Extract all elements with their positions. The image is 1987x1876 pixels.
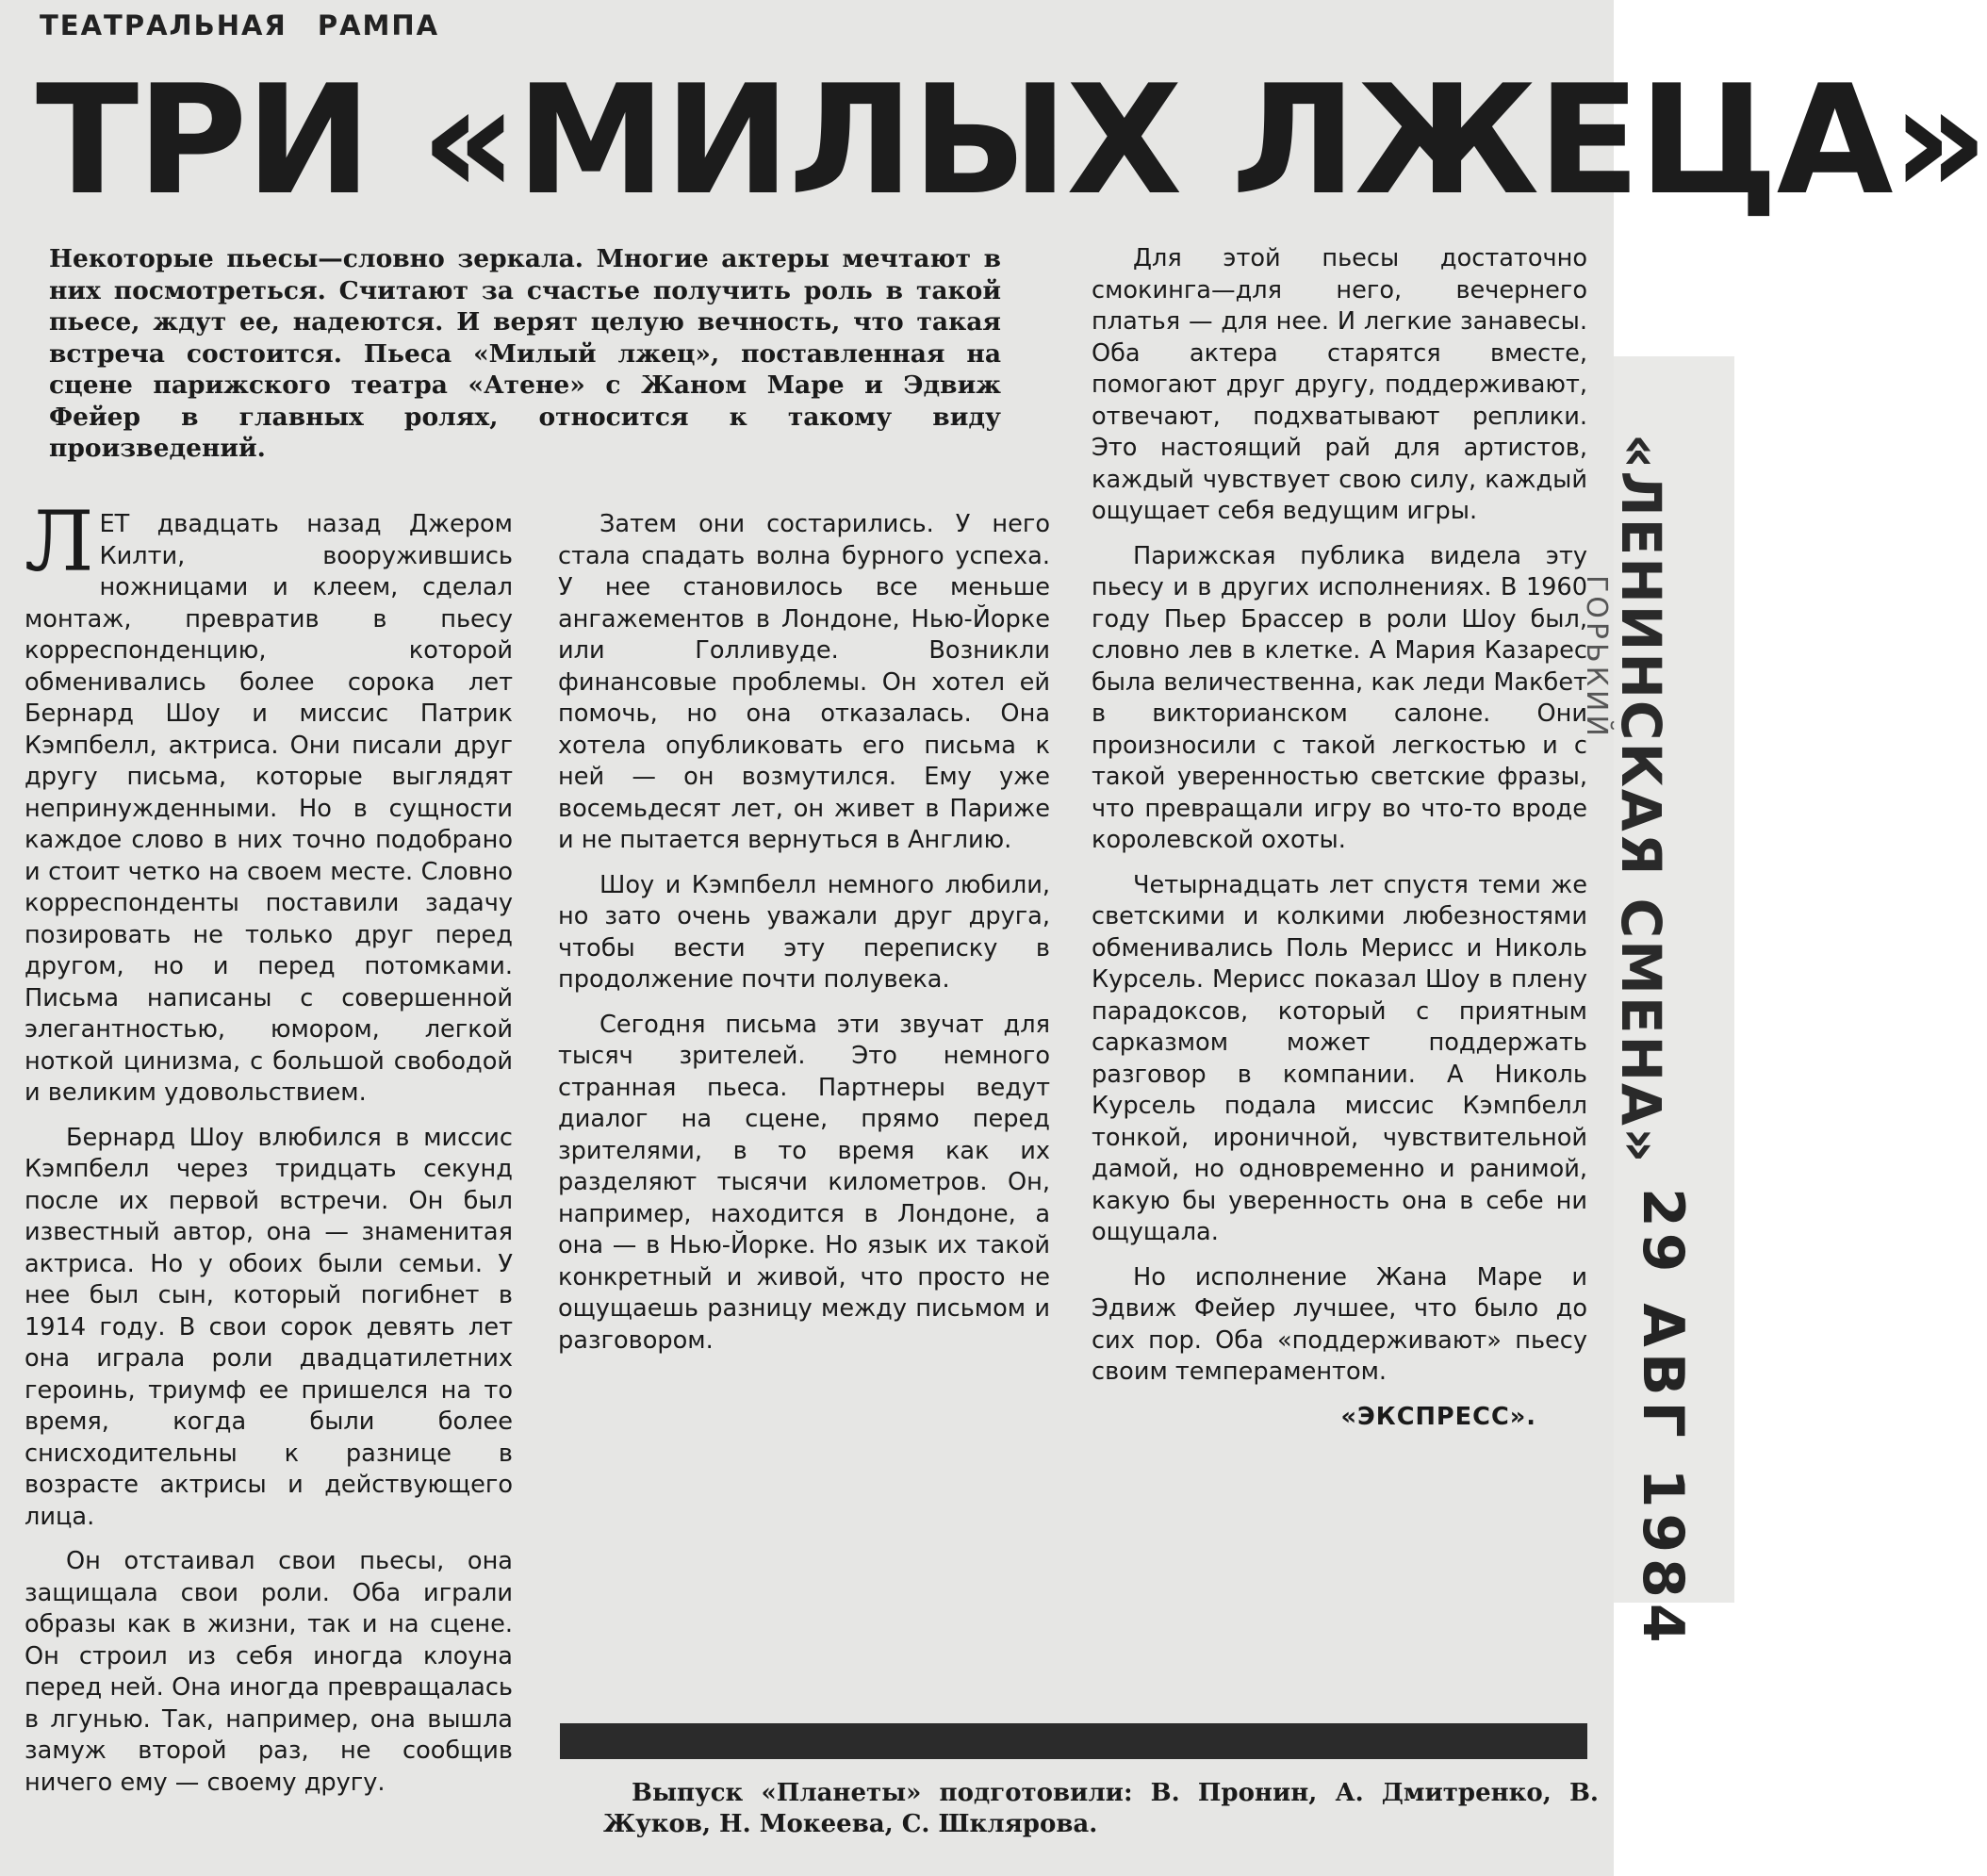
article-paragraph: Но исполнение Жана Маре и Эдвиж Фейер лучшее, что было до сих пор. Оба «поддерживают» пьесу своим темпераментом. <box>1092 1262 1587 1386</box>
article-paragraph: Шоу и Кэмпбелл немного любили, но зато очень уважали друг друга, чтобы вести эту переписку в продолжение почти полувека. <box>558 870 1050 994</box>
article-paragraph: Затем они состарились. У него стала спадать волна бурного успеха. У нее становилось все меньше ангажементов в Лондоне, Нью-Йорке или Голливуде. Возникли финансовые проблемы. Он хотел ей помочь, но она отказалась. Она хотела опубликовать его письма к ней — он возмутился. Ему уже восемьдесят лет, он живет в Париже и не пытается вернуться в Англию. <box>558 510 1050 854</box>
article-paragraph: Четырнадцать лет спустя теми же светскими и колкими любезностями обменивались Поль Мерисс и Николь Курсель. Мерисс показал Шоу в плену парадоксов, который с приятным сарказмом может поддержать разговор в компании. А Николь Курсель подала миссис Кэмпбелл тонкой, ироничной, чувствительной дамой, но одновременно и ранимой, какую бы уверенность она в себе ни ощущала. <box>1092 870 1587 1246</box>
article-column-1 <box>25 493 513 1812</box>
drop-cap: Л <box>25 493 94 590</box>
date-stamp <box>1617 1188 1730 1649</box>
article-lead: Некоторые пьесы—словно зеркала. Многие актеры мечтают в них посмотреться. Считают за счастье получить роль в такой пьесе, ждут ее, надеются. И верят целую вечность, что такая встреча состоится. Пьеса «Милый лжец», поставленная на сцене парижского театра «Атене» с Жаном Маре и Эдвиж Фейер в главных ролях, относится к такому виду произведений. <box>49 244 1001 463</box>
article-paragraph: Бернард Шоу влюбился в миссис Кэмпбелл через тридцать секунд после их первой встречи. Он был известный автор, она — знаменитая актриса. Но у обоих были семьи. У нее был сын, который погибнет в 1914 году. В свои сорок девять лет она играла роли двадцатилетних героинь, триумф ее пришелся на то время, когда были более снисходительны к разнице в возрасте актрисы и действующего лица. <box>25 1123 513 1531</box>
article-paragraph: Сегодня письма эти звучат для тысяч зрителей. Это немного странная пьеса. Партнеры ведут диалог на сцене, прямо перед зрителями, в то время как их разделяют тысячи километров. Он, например, находится в Лондоне, а она — в Нью-Йорке. Но язык их такой конкретный и живой, что просто не ощущаешь разницу между письмом и разговором. <box>558 1010 1050 1355</box>
article-column-2 <box>558 509 1050 1370</box>
black-divider-bar <box>560 1723 1587 1759</box>
article-paragraph: Для этой пьесы достаточно смокинга—для него, вечернего платья — для нее. И легкие занавесы. Оба актера старятся вместе, помогают друг другу, поддерживают, отвечают, подхватывают реплики. Это настоящий рай для артистов, каждый чувствует свою силу, каждый ощущает себя ведущим игры. <box>1092 244 1587 525</box>
issue-credits: Выпуск «Планеты» подготовили: В. Пронин, А. Дмитренко, В. Жуков, Н. Мокеева, С. Шклярова. <box>603 1779 1599 1838</box>
article-paragraph: ЛЕТ двадцать назад Джером Килти, вооружившись ножницами и клеем, сделал монтаж, превратив в пьесу корреспонденцию, которой обменивались более сорока лет Бернард Шоу и миссис Патрик Кэмпбелл, актриса. Они писали друг другу письма, которые выглядят непринужденными. Но в сущности каждое слово в них точно подобрано и стоит четко на своем месте. Словно корреспонденты поставили задачу позировать не только друг перед другом, но и перед потомками. Письма написаны с совершенной элегантностью, юмором, легкой ноткой цинизма, с большой свободой и великим удовольствием. <box>25 493 513 1107</box>
article-paragraph: Парижская публика видела эту пьесу и в других исполнениях. В 1960 году Пьер Брассер в роли Шоу был, словно лев в клетке. А Мария Казарес была величественна, как леди Макбет в викторианском салоне. Они произносили с такой легкостью и с такой уверенностью светские фразы, что превращали игру во что-то вроде королевской охоты. <box>1092 541 1587 854</box>
stamp-newspaper-name: «ЛЕНИНСКАЯ СМЕНА» <box>1609 434 1673 1165</box>
article-column-3 <box>1092 243 1587 1433</box>
article-paragraph: Он отстаивал свои пьесы, она защищала свои роли. Оба играли образы как в жизни, так и на сцене. Он строил из себя иногда клоуна перед ней. Она иногда превращалась в лгунью. Так, например, она вышла замуж второй раз, не сообщив ничего ему — своему другу. <box>25 1547 513 1797</box>
stamp-date: 29 АВГ 1984 <box>1630 1188 1696 1649</box>
stamp-city: ГОРЬКИЙ <box>1580 575 1613 740</box>
section-rubric: ТЕАТРАЛЬНАЯ РАМПА <box>40 9 440 41</box>
article-headline: ТРИ «МИЛЫХ ЛЖЕЦА» <box>36 52 1987 228</box>
article-source-signature: «ЭКСПРЕСС». <box>1340 1402 1536 1431</box>
